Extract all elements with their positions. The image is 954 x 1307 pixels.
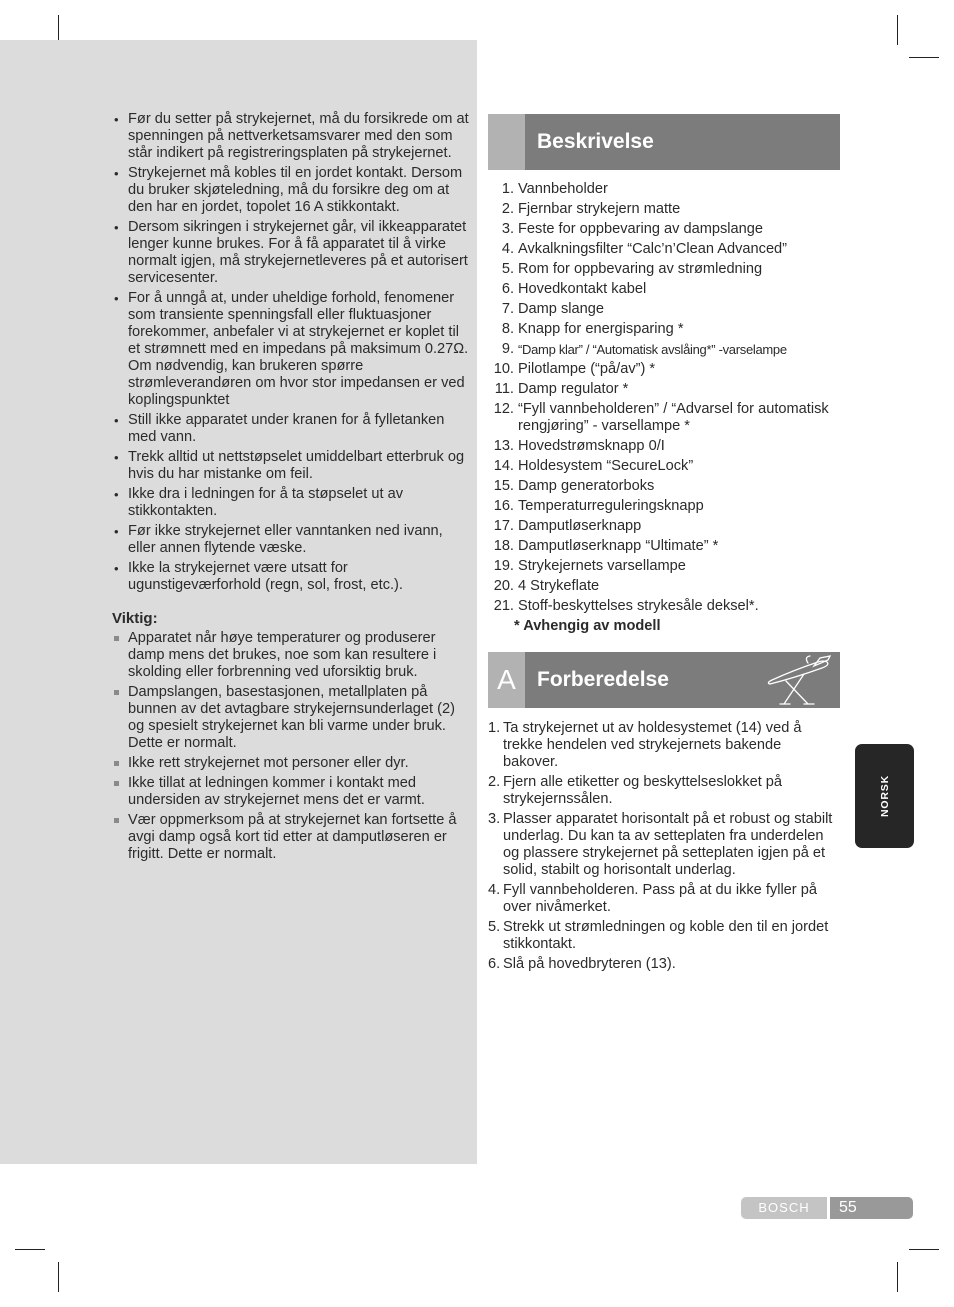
list-item: 11. Damp regulator * — [494, 381, 629, 397]
header-tab — [488, 652, 525, 708]
model-footnote: * Avhengig av modell — [514, 618, 661, 634]
list-item: 5. Strekk ut strømledningen og koble den til en jordet stikkontakt. — [488, 919, 829, 952]
list-item: • For å unngå at, under uheldige forhold, fenomener som transiente spenningsfall eller fluktuasjoner forekommer, anbefaler vi at strykejernet er koplet til et strømnett med en impedans på maksimum 0.27Ω. Om nødvendig, kan brukeren spørre strømleverandøren om hvor stor impedansen er ved koplingspunktet — [112, 290, 472, 409]
preparation-header — [488, 652, 840, 708]
list-item: 10. Pilotlampe (“på/av”) * — [493, 361, 656, 377]
list-item: 1. Vannbeholder — [501, 181, 608, 197]
list-item: Ikke tillat at ledningen kommer i kontakt med undersiden av strykejernet mens det er varmt. — [112, 775, 472, 809]
list-item: 17. Damputløserknapp — [493, 518, 642, 534]
list-item: 5. Rom for oppbevaring av strømledning — [501, 261, 763, 277]
list-item: • Still ikke apparatet under kranen for å fylletanken med vann. — [112, 412, 472, 446]
list-item: 6. Slå på hovedbryteren (13). — [488, 956, 676, 972]
safety-bullet-list — [112, 111, 472, 594]
list-item: • Ikke dra i ledningen for å ta støpselet ut av stikkontakten. — [112, 486, 472, 520]
crop-mark — [58, 1262, 59, 1292]
page-number: 55 — [830, 1197, 913, 1219]
section-letter: A — [497, 664, 516, 695]
crop-mark — [909, 57, 939, 58]
list-item: 3. Feste for oppbevaring av dampslange — [501, 221, 764, 237]
viktig-heading: Viktig: — [112, 610, 158, 627]
list-item: 12. “Fyll vannbeholderen” / “Advarsel for automatisk rengjøring” - varsellampe * — [493, 401, 829, 434]
list-item: Apparatet når høye temperaturer og produserer damp mens det brukes, noe som kan resultere i skolding eller forbrenning ved uforsiktig bruk. — [112, 630, 472, 681]
list-item: • Strykejernet må kobles til en jordet kontakt. Dersom du bruker skjøteledning, må du forsikre deg om at den har en jordet, topolet 16 A stikkontakt. — [112, 165, 472, 216]
list-item: 4. Avkalkningsfilter “Calc’n’Clean Advanced” — [501, 241, 788, 257]
list-item: • Ikke la strykejernet være utsatt for ugunstigeværforhold (regn, sol, frost, etc.). — [112, 560, 472, 594]
preparation-steps — [488, 720, 833, 976]
crop-mark — [897, 15, 898, 45]
preparation-title: Forberedelse — [537, 668, 669, 691]
list-item: 7. Damp slange — [501, 301, 604, 317]
list-item: 15. Damp generatorboks — [493, 478, 655, 494]
ironing-board-icon — [764, 654, 836, 706]
viktig-list — [112, 630, 472, 863]
list-item: • Før du setter på strykejernet, må du forsikrede om at spenningen på nettverketsamsvarer med den som står indikert på registreringsplaten på strykejernet. — [112, 111, 472, 162]
list-item: 1. Ta strykejernet ut av holdesystemet (14) ved å trekke hendelen ved strykejernets bakende bakover. — [488, 720, 802, 770]
list-item: 2. Fjernbar strykejern matte — [501, 201, 681, 217]
list-item: Dampslangen, basestasjonen, metallplaten på bunnen av det avtagbare strykejernsunderlaget (2) og spesielt strykejernet kan bli varme under bruk. Dette er normalt. — [112, 684, 472, 752]
list-item: 18. Damputløserknapp “Ultimate” * — [493, 538, 719, 554]
list-item: • Dersom sikringen i strykejernet går, vil ikkeapparatet lenger kunne brukes. For å få apparatet til å virke normalt igjen, må strykejernetleveres på et autorisert servicesenter. — [112, 219, 472, 287]
header-tab — [488, 114, 525, 170]
list-item: 13. Hovedstrømsknapp 0/I — [493, 438, 665, 454]
list-item: 8. Knapp for energisparing * — [501, 321, 684, 337]
list-item: 3. Plasser apparatet horisontalt på et robust og stabilt underlag. Du kan ta av setteplaten fra underdelen og plassere strykejernet på setteplaten igjen på et solid, stabilt og horisontalt underlag. — [488, 811, 833, 878]
list-item: Ikke rett strykejernet mot personer eller dyr. — [112, 755, 472, 772]
description-title: Beskrivelse — [537, 130, 654, 153]
list-item: 2. Fjern alle etiketter og beskyttelseslokket på strykejernssålen. — [488, 774, 783, 807]
language-label: NORSK — [878, 775, 891, 817]
list-item: 6. Hovedkontakt kabel — [501, 281, 647, 297]
safety-column — [112, 111, 472, 866]
brand-label: BOSCH — [741, 1197, 827, 1219]
list-item: 20. 4 Strykeflate — [493, 578, 600, 594]
list-item: • Før ikke strykejernet eller vanntanken ned ivann, eller annen flytende væske. — [112, 523, 472, 557]
description-header — [488, 114, 840, 170]
list-item: Vær oppmerksom på at strykejernet kan fortsette å avgi damp også kort tid etter at damputløseren er frigitt. Dette er normalt. — [112, 812, 472, 863]
list-item: 16. Temperaturreguleringsknapp — [493, 498, 704, 514]
crop-mark — [909, 1249, 939, 1250]
list-item: 19. Strykejernets varsellampe — [493, 558, 686, 574]
list-item: 14. Holdesystem “SecureLock” — [493, 458, 694, 474]
list-item: 4. Fyll vannbeholderen. Pass på at du ikke fyller på over nivåmerket. — [488, 882, 817, 915]
list-item: • Trekk alltid ut nettstøpselet umiddelbart etterbruk og hvis du har mistanke om feil. — [112, 449, 472, 483]
crop-mark — [897, 1262, 898, 1292]
list-item: 21. Stoff-beskyttelses strykesåle deksel*. — [493, 598, 759, 614]
list-item: 9. “Damp klar” / “Automatisk avslåing*” -varselampe — [501, 341, 787, 357]
crop-mark — [15, 1249, 45, 1250]
parts-list — [488, 181, 848, 634]
language-tab — [855, 744, 914, 848]
